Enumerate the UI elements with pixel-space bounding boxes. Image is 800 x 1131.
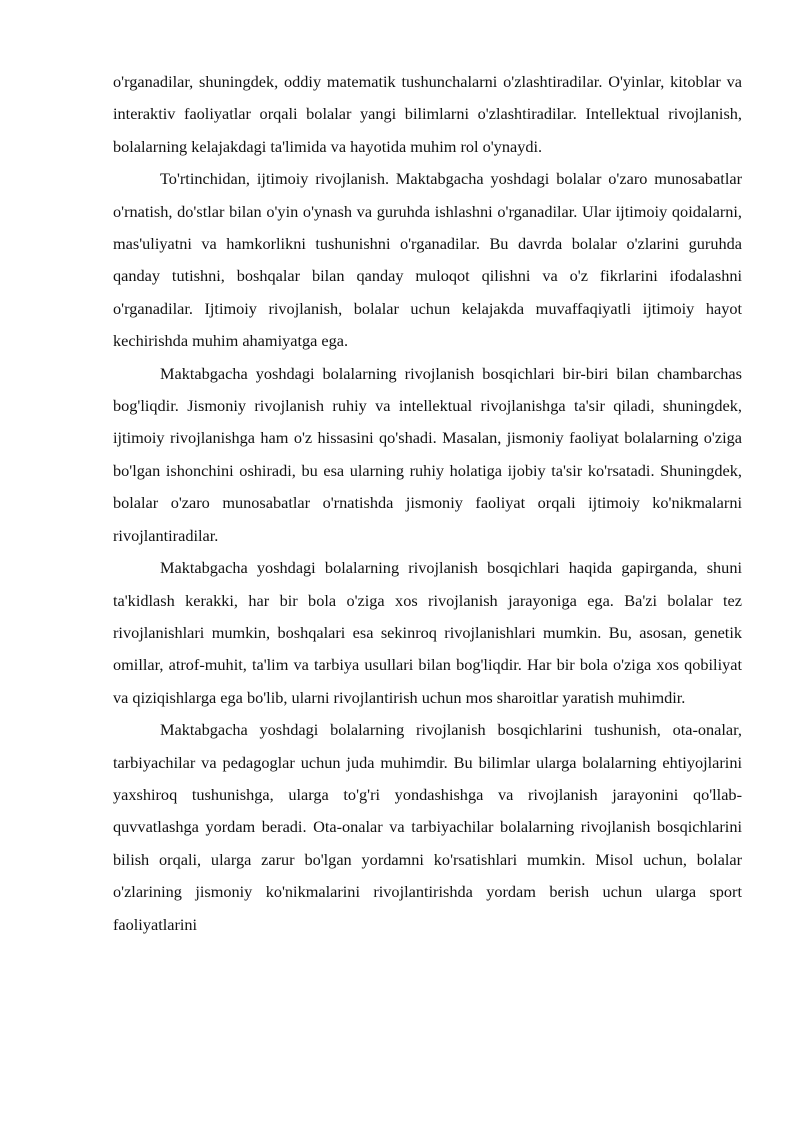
- paragraph-4: Maktabgacha yoshdagi bolalarning rivojlanish bosqichlari haqida gapirganda, shuni ta'kidlash kerakki, har bir bola o'ziga xos rivojlanish jarayoniga ega. Ba'zi bolalar tez rivojlanishlari mumkin, boshqalari esa sekinroq rivojlanishlari mumkin. Bu, asosan, genetik omillar, atrof-muhit, ta'lim va tarbiya usullari bilan bog'liqdir. Har bir bola o'ziga xos qobiliyat va qiziqishlarga ega bo'lib, ularni rivojlantirish uchun mos sharoitlar yaratish muhimdir.: [113, 558, 742, 707]
- paragraph-5: Maktabgacha yoshdagi bolalarning rivojlanish bosqichlarini tushunish, ota-onalar, tarbiyachilar va pedagoglar uchun juda muhimdir. Bu bilimlar ularga bolalarning ehtiyojlarini yaxshiroq tushunishga, ularga to'g'ri yondashishga va rivojlanish jarayonini qo'llab-quvvatlashga yordam beradi. Ota-onalar va tarbiyachilar bolalarning rivojlanish bosqichlarini bilish orqali, ularga zarur bo'lgan yordamni ko'rsatishlari mumkin. Misol uchun, bolalar o'zlarining jismoniy ko'nikmalarini rivojlantirishda yordam berish uchun ularga sport faoliyatlarini: [113, 720, 742, 934]
- paragraph-1: o'rganadilar, shuningdek, oddiy matematik tushunchalarni o'zlashtiradilar. O'yinlar, kitoblar va interaktiv faoliyatlar orqali bolalar yangi bilimlarni o'zlashtiradilar. Intellektual rivojlanish, bolalarning kelajakdagi ta'limida va hayotida muhim rol o'ynaydi.: [113, 72, 742, 156]
- paragraph-3: Maktabgacha yoshdagi bolalarning rivojlanish bosqichlari bir-biri bilan chambarchas bog'liqdir. Jismoniy rivojlanish ruhiy va intellektual rivojlanishga ta'sir qiladi, shuningdek, ijtimoiy rivojlanishga ham o'z hissasini qo'shadi. Masalan, jismoniy faoliyat bolalarning o'ziga bo'lgan ishonchini oshiradi, bu esa ularning ruhiy holatiga ijobiy ta'sir ko'rsatadi. Shuningdek, bolalar o'zaro munosabatlar o'rnatishda jismoniy faoliyat orqali ijtimoiy ko'nikmalarni rivojlantiradilar.: [113, 363, 742, 545]
- document-body: [113, 66, 742, 941]
- paragraph-2: To'rtinchidan, ijtimoiy rivojlanish. Maktabgacha yoshdagi bolalar o'zaro munosabatlar o'rnatish, do'stlar bilan o'yin o'ynash va guruhda ishlashni o'rganadilar. Ular ijtimoiy qoidalarni, mas'uliyatni va hamkorlikni tushunishni o'rganadilar. Bu davrda bolalar o'zlarini guruhda qanday tutishni, boshqalar bilan qanday muloqot qilishni va o'z fikrlarini ifodalashni o'rganadilar. Ijtimoiy rivojlanish, bolalar uchun kelajakda muvaffaqiyatli ijtimoiy hayot kechirishda muhim ahamiyatga ega.: [113, 169, 742, 351]
